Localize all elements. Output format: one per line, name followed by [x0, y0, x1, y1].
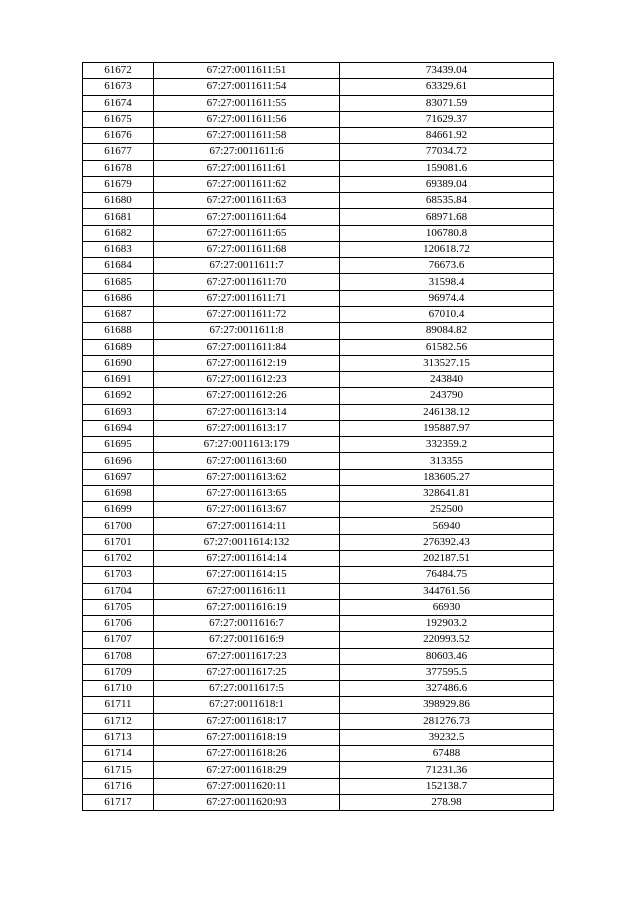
table-row — [83, 290, 554, 306]
value-cell: 84661.92 — [340, 128, 554, 144]
value-cell: 120618.72 — [340, 241, 554, 257]
table-row — [83, 664, 554, 680]
table-row — [83, 372, 554, 388]
value-cell: 67010.4 — [340, 306, 554, 322]
cadastral-number-cell: 67:27:0011611:62 — [154, 176, 340, 192]
value-cell: 89084.82 — [340, 323, 554, 339]
value-cell: 281276.73 — [340, 713, 554, 729]
table-row — [83, 550, 554, 566]
cadastral-number-cell: 67:27:0011611:61 — [154, 160, 340, 176]
row-number-cell: 61716 — [83, 778, 154, 794]
table-row — [83, 453, 554, 469]
row-number-cell: 61705 — [83, 599, 154, 615]
table-row — [83, 762, 554, 778]
value-cell: 398929.86 — [340, 697, 554, 713]
value-cell: 192903.2 — [340, 616, 554, 632]
row-number-cell: 61698 — [83, 485, 154, 501]
cadastral-number-cell: 67:27:0011613:179 — [154, 437, 340, 453]
cadastral-number-cell: 67:27:0011618:29 — [154, 762, 340, 778]
cadastral-number-cell: 67:27:0011616:9 — [154, 632, 340, 648]
cadastral-number-cell: 67:27:0011611:63 — [154, 193, 340, 209]
table-row — [83, 583, 554, 599]
row-number-cell: 61682 — [83, 225, 154, 241]
row-number-cell: 61708 — [83, 648, 154, 664]
value-cell: 159081.6 — [340, 160, 554, 176]
row-number-cell: 61701 — [83, 534, 154, 550]
row-number-cell: 61680 — [83, 193, 154, 209]
row-number-cell: 61691 — [83, 372, 154, 388]
value-cell: 278.98 — [340, 794, 554, 810]
cadastral-number-cell: 67:27:0011620:93 — [154, 794, 340, 810]
table-row — [83, 599, 554, 615]
row-number-cell: 61703 — [83, 567, 154, 583]
cadastral-number-cell: 67:27:0011612:26 — [154, 388, 340, 404]
data-table — [82, 62, 554, 811]
row-number-cell: 61717 — [83, 794, 154, 810]
table-row — [83, 79, 554, 95]
table-row — [83, 128, 554, 144]
table-row — [83, 697, 554, 713]
table-row — [83, 518, 554, 534]
row-number-cell: 61714 — [83, 746, 154, 762]
cadastral-number-cell: 67:27:0011614:11 — [154, 518, 340, 534]
row-number-cell: 61697 — [83, 469, 154, 485]
cadastral-number-cell: 67:27:0011611:54 — [154, 79, 340, 95]
cadastral-number-cell: 67:27:0011611:71 — [154, 290, 340, 306]
cadastral-number-cell: 67:27:0011611:65 — [154, 225, 340, 241]
cadastral-number-cell: 67:27:0011611:8 — [154, 323, 340, 339]
table-row — [83, 160, 554, 176]
row-number-cell: 61706 — [83, 616, 154, 632]
cadastral-number-cell: 67:27:0011611:6 — [154, 144, 340, 160]
value-cell: 66930 — [340, 599, 554, 615]
table-row — [83, 95, 554, 111]
table-row — [83, 176, 554, 192]
cadastral-number-cell: 67:27:0011618:17 — [154, 713, 340, 729]
cadastral-number-cell: 67:27:0011611:72 — [154, 306, 340, 322]
cadastral-number-cell: 67:27:0011617:5 — [154, 681, 340, 697]
row-number-cell: 61686 — [83, 290, 154, 306]
cadastral-number-cell: 67:27:0011611:70 — [154, 274, 340, 290]
table-row — [83, 632, 554, 648]
row-number-cell: 61711 — [83, 697, 154, 713]
table-row — [83, 193, 554, 209]
value-cell: 313527.15 — [340, 355, 554, 371]
row-number-cell: 61688 — [83, 323, 154, 339]
table-row — [83, 729, 554, 745]
table-row — [83, 616, 554, 632]
table-row — [83, 209, 554, 225]
value-cell: 313355 — [340, 453, 554, 469]
cadastral-number-cell: 67:27:0011614:14 — [154, 550, 340, 566]
cadastral-number-cell: 67:27:0011614:132 — [154, 534, 340, 550]
value-cell: 39232.5 — [340, 729, 554, 745]
table-row — [83, 63, 554, 79]
table-row — [83, 485, 554, 501]
row-number-cell: 61695 — [83, 437, 154, 453]
table-body — [83, 63, 554, 811]
value-cell: 80603.46 — [340, 648, 554, 664]
value-cell: 71231.36 — [340, 762, 554, 778]
value-cell: 76484.75 — [340, 567, 554, 583]
row-number-cell: 61693 — [83, 404, 154, 420]
row-number-cell: 61679 — [83, 176, 154, 192]
row-number-cell: 61685 — [83, 274, 154, 290]
row-number-cell: 61710 — [83, 681, 154, 697]
cadastral-number-cell: 67:27:0011611:7 — [154, 258, 340, 274]
row-number-cell: 61702 — [83, 550, 154, 566]
cadastral-number-cell: 67:27:0011618:26 — [154, 746, 340, 762]
value-cell: 195887.97 — [340, 420, 554, 436]
table-row — [83, 274, 554, 290]
value-cell: 106780.8 — [340, 225, 554, 241]
row-number-cell: 61707 — [83, 632, 154, 648]
table-row — [83, 794, 554, 810]
value-cell: 220993.52 — [340, 632, 554, 648]
cadastral-number-cell: 67:27:0011618:1 — [154, 697, 340, 713]
row-number-cell: 61689 — [83, 339, 154, 355]
value-cell: 183605.27 — [340, 469, 554, 485]
row-number-cell: 61696 — [83, 453, 154, 469]
row-number-cell: 61704 — [83, 583, 154, 599]
cadastral-number-cell: 67:27:0011611:58 — [154, 128, 340, 144]
table-row — [83, 306, 554, 322]
value-cell: 344761.56 — [340, 583, 554, 599]
row-number-cell: 61683 — [83, 241, 154, 257]
table-row — [83, 778, 554, 794]
value-cell: 152138.7 — [340, 778, 554, 794]
row-number-cell: 61694 — [83, 420, 154, 436]
row-number-cell: 61690 — [83, 355, 154, 371]
row-number-cell: 61676 — [83, 128, 154, 144]
table-row — [83, 339, 554, 355]
value-cell: 246138.12 — [340, 404, 554, 420]
value-cell: 76673.6 — [340, 258, 554, 274]
row-number-cell: 61709 — [83, 664, 154, 680]
table-row — [83, 534, 554, 550]
row-number-cell: 61687 — [83, 306, 154, 322]
value-cell: 63329.61 — [340, 79, 554, 95]
table-row — [83, 355, 554, 371]
value-cell: 67488 — [340, 746, 554, 762]
cadastral-number-cell: 67:27:0011614:15 — [154, 567, 340, 583]
cadastral-number-cell: 67:27:0011611:68 — [154, 241, 340, 257]
value-cell: 56940 — [340, 518, 554, 534]
value-cell: 377595.5 — [340, 664, 554, 680]
row-number-cell: 61675 — [83, 111, 154, 127]
cadastral-number-cell: 67:27:0011613:65 — [154, 485, 340, 501]
row-number-cell: 61699 — [83, 502, 154, 518]
table-row — [83, 323, 554, 339]
value-cell: 68971.68 — [340, 209, 554, 225]
cadastral-number-cell: 67:27:0011611:64 — [154, 209, 340, 225]
cadastral-number-cell: 67:27:0011613:17 — [154, 420, 340, 436]
cadastral-number-cell: 67:27:0011616:11 — [154, 583, 340, 599]
cadastral-number-cell: 67:27:0011616:19 — [154, 599, 340, 615]
row-number-cell: 61673 — [83, 79, 154, 95]
value-cell: 243790 — [340, 388, 554, 404]
cadastral-number-cell: 67:27:0011611:51 — [154, 63, 340, 79]
table-row — [83, 567, 554, 583]
table-row — [83, 258, 554, 274]
value-cell: 276392.43 — [340, 534, 554, 550]
table-row — [83, 420, 554, 436]
cadastral-number-cell: 67:27:0011613:62 — [154, 469, 340, 485]
value-cell: 332359.2 — [340, 437, 554, 453]
row-number-cell: 61700 — [83, 518, 154, 534]
cadastral-number-cell: 67:27:0011611:55 — [154, 95, 340, 111]
table-row — [83, 144, 554, 160]
value-cell: 77034.72 — [340, 144, 554, 160]
cadastral-number-cell: 67:27:0011612:23 — [154, 372, 340, 388]
table-row — [83, 746, 554, 762]
value-cell: 96974.4 — [340, 290, 554, 306]
table-row — [83, 225, 554, 241]
cadastral-number-cell: 67:27:0011617:23 — [154, 648, 340, 664]
row-number-cell: 61712 — [83, 713, 154, 729]
table-row — [83, 437, 554, 453]
table-row — [83, 713, 554, 729]
value-cell: 252500 — [340, 502, 554, 518]
row-number-cell: 61678 — [83, 160, 154, 176]
cadastral-number-cell: 67:27:0011611:56 — [154, 111, 340, 127]
cadastral-number-cell: 67:27:0011613:14 — [154, 404, 340, 420]
value-cell: 68535.84 — [340, 193, 554, 209]
row-number-cell: 61713 — [83, 729, 154, 745]
row-number-cell: 61681 — [83, 209, 154, 225]
cadastral-number-cell: 67:27:0011617:25 — [154, 664, 340, 680]
cadastral-number-cell: 67:27:0011613:67 — [154, 502, 340, 518]
table-row — [83, 111, 554, 127]
cadastral-number-cell: 67:27:0011620:11 — [154, 778, 340, 794]
row-number-cell: 61715 — [83, 762, 154, 778]
value-cell: 328641.81 — [340, 485, 554, 501]
row-number-cell: 61674 — [83, 95, 154, 111]
row-number-cell: 61684 — [83, 258, 154, 274]
row-number-cell: 61677 — [83, 144, 154, 160]
cadastral-number-cell: 67:27:0011612:19 — [154, 355, 340, 371]
table-row — [83, 404, 554, 420]
table-row — [83, 469, 554, 485]
value-cell: 327486.6 — [340, 681, 554, 697]
row-number-cell: 61672 — [83, 63, 154, 79]
cadastral-number-cell: 67:27:0011611:84 — [154, 339, 340, 355]
value-cell: 73439.04 — [340, 63, 554, 79]
table-row — [83, 648, 554, 664]
value-cell: 202187.51 — [340, 550, 554, 566]
table-row — [83, 502, 554, 518]
value-cell: 69389.04 — [340, 176, 554, 192]
table-row — [83, 681, 554, 697]
value-cell: 83071.59 — [340, 95, 554, 111]
cadastral-number-cell: 67:27:0011616:7 — [154, 616, 340, 632]
value-cell: 61582.56 — [340, 339, 554, 355]
row-number-cell: 61692 — [83, 388, 154, 404]
value-cell: 31598.4 — [340, 274, 554, 290]
table-row — [83, 241, 554, 257]
table-row — [83, 388, 554, 404]
cadastral-number-cell: 67:27:0011618:19 — [154, 729, 340, 745]
value-cell: 243840 — [340, 372, 554, 388]
cadastral-number-cell: 67:27:0011613:60 — [154, 453, 340, 469]
value-cell: 71629.37 — [340, 111, 554, 127]
